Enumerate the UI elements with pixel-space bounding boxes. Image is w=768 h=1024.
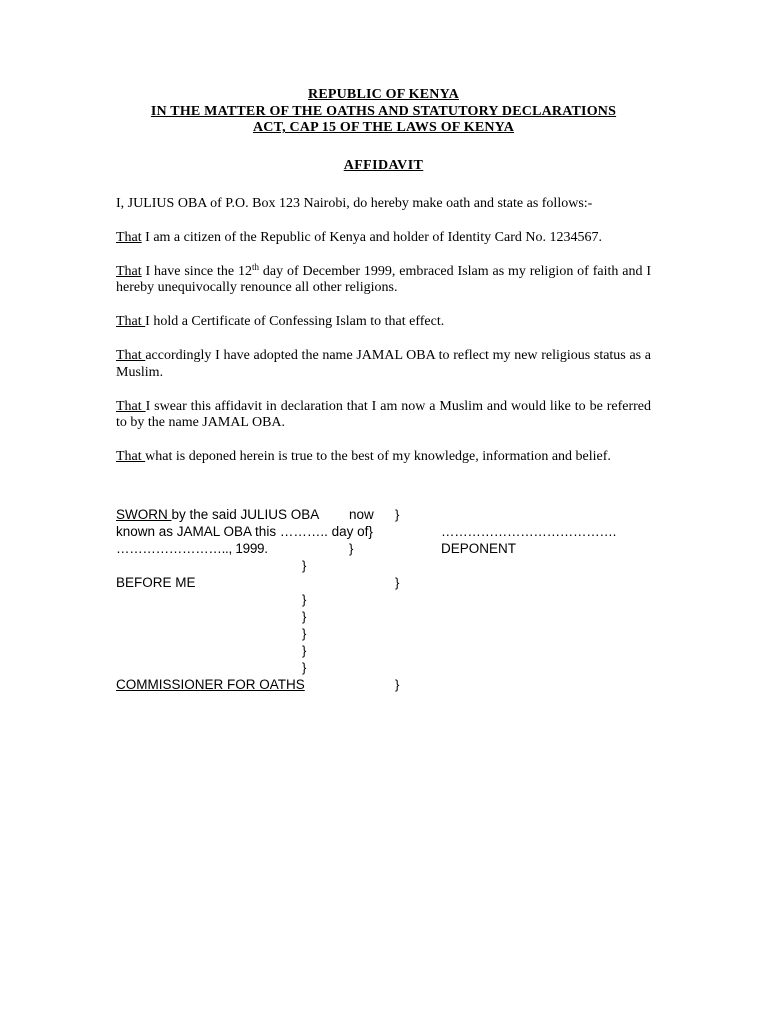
- ordinal-suffix: th: [251, 261, 259, 272]
- brace: }: [302, 592, 307, 607]
- clause-lead: That: [116, 449, 146, 465]
- intro-paragraph: I, JULIUS OBA of P.O. Box 123 Nairobi, do hereby make oath and state as follows:-: [116, 196, 593, 211]
- clause-truth: [116, 449, 651, 466]
- date-line: …………………….., 1999.: [116, 541, 268, 556]
- brace: }: [302, 643, 307, 658]
- brace: }: [302, 660, 307, 675]
- clause-conversion: [116, 261, 651, 298]
- sworn-lead: SWORN: [116, 507, 172, 522]
- brace: }: [395, 507, 400, 522]
- before-me-label: BEFORE ME: [116, 575, 196, 590]
- brace: }: [302, 609, 307, 624]
- clause-certificate: [116, 314, 651, 331]
- known-as-line: known as JAMAL OBA this ……….. day of}: [116, 524, 373, 539]
- affidavit-document: [116, 87, 651, 466]
- now-text: now: [349, 507, 374, 522]
- clause-lead: That: [116, 347, 146, 363]
- document-title: AFFIDAVIT: [343, 157, 424, 173]
- heading-republic: REPUBLIC OF KENYA: [308, 87, 459, 102]
- commissioner-label: COMMISSIONER FOR OATHS: [116, 677, 305, 692]
- sworn-text: by the said JULIUS OBA: [171, 507, 320, 522]
- brace: }: [395, 575, 400, 590]
- clause-lead: That: [116, 398, 146, 414]
- clause-text: accordingly I have adopted the name JAMAL OBA to reflect my new religious status as a Muslim.: [116, 347, 651, 380]
- clause-lead: That: [116, 314, 146, 330]
- deponent-signature-dots: ………………………………….: [441, 524, 617, 539]
- sworn-line: [116, 507, 319, 523]
- brace: }: [302, 626, 307, 641]
- clause-new-name: [116, 348, 651, 382]
- heading-act: ACT, CAP 15 OF THE LAWS OF KENYA: [252, 120, 515, 135]
- heading-matter: IN THE MATTER OF THE OATHS AND STATUTORY DECLARATIONS: [150, 103, 617, 119]
- clause-lead: That: [116, 229, 142, 245]
- clause-citizenship: [116, 230, 651, 247]
- brace: }: [302, 558, 307, 573]
- clause-text: what is deponed herein is true to the best of my knowledge, information and belief.: [145, 449, 611, 465]
- clause-text: day of December 1999, embraced Islam as my religion of faith and I hereby unequivocally renounce all other religions.: [116, 263, 651, 296]
- clause-text: I hold a Certificate of Confessing Islam to that effect.: [145, 314, 445, 330]
- clause-text: I have since the 12: [141, 263, 252, 279]
- deponent-label: DEPONENT: [441, 541, 517, 556]
- clause-text: I swear this affidavit in declaration that I am now a Muslim and would like to be referred to by the name JAMAL OBA.: [116, 398, 651, 431]
- jurat-block: [116, 507, 676, 697]
- clause-lead: That: [116, 263, 142, 279]
- clause-declaration: [116, 399, 651, 433]
- brace: }: [349, 541, 354, 556]
- clause-text: I am a citizen of the Republic of Kenya and holder of Identity Card No. 1234567.: [141, 229, 602, 245]
- brace: }: [395, 677, 400, 692]
